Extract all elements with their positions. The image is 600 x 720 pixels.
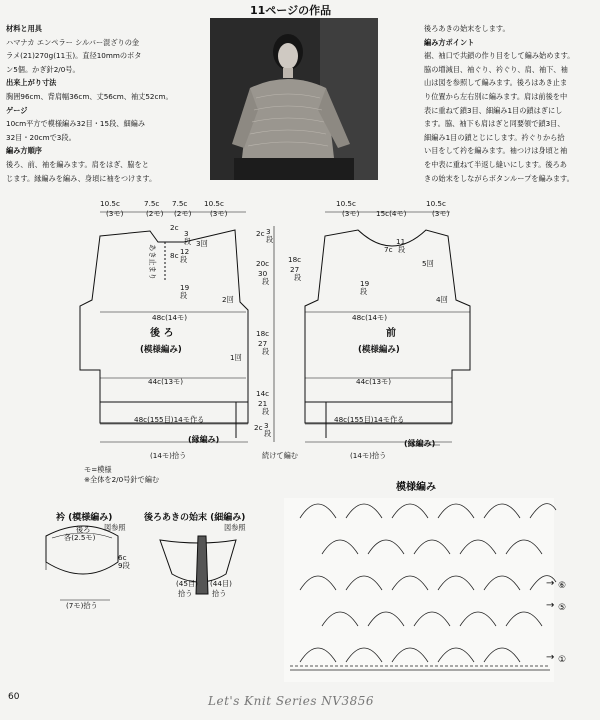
points-line: い目をして衿を編みます。袖つけは身頃と袖 bbox=[424, 146, 568, 156]
back-top-width: (3モ) bbox=[106, 209, 124, 218]
front-waist-measure: 44c(13モ) bbox=[356, 377, 392, 386]
back-side-label: 8c bbox=[170, 251, 179, 260]
front-side-label: 11 bbox=[396, 237, 406, 246]
points-line: 表に重ねて鎖3目、細編み1目の鎖はぎにし bbox=[424, 105, 563, 115]
row-marker: ① bbox=[558, 655, 567, 665]
center-measure: 27 bbox=[258, 339, 268, 348]
back-top-width: (2モ) bbox=[146, 209, 164, 218]
center-measure: 18c bbox=[288, 255, 302, 264]
front-title: 前 bbox=[386, 328, 396, 339]
pattern-diagram bbox=[0, 190, 600, 690]
front-edge-label: (縁編み) bbox=[404, 439, 436, 448]
back-top-width: (3モ) bbox=[210, 209, 228, 218]
instructions-column bbox=[424, 22, 596, 185]
gauge-line: 32目・20cmで3段。 bbox=[6, 132, 76, 142]
center-measure: 18c bbox=[256, 329, 270, 338]
row-arrow: → bbox=[546, 578, 555, 589]
materials-column bbox=[6, 22, 196, 185]
materials-heading: 材料と用具 bbox=[6, 24, 42, 33]
front-side-label: 4回 bbox=[436, 295, 448, 304]
front-top-width: (3モ) bbox=[342, 209, 360, 218]
finish-label: 拾う bbox=[212, 589, 227, 598]
size-heading: 出来上がり寸法 bbox=[6, 78, 57, 88]
collar-label: 6c bbox=[118, 553, 127, 562]
back-side-label: 3 bbox=[184, 229, 189, 238]
intro-line: 後ろあきの始末をします。 bbox=[424, 24, 510, 33]
back-side-label: 段 bbox=[180, 255, 188, 264]
center-measure: 段 bbox=[294, 273, 302, 282]
points-line: ます。脇、袖下も肩はぎと同要領で鎖3目、 bbox=[424, 119, 565, 129]
center-measure: 段 bbox=[266, 235, 274, 244]
stitch-pattern-chart bbox=[284, 498, 556, 682]
front-chest-measure: 48c(14モ) bbox=[352, 313, 388, 322]
row-marker: ⑤ bbox=[558, 603, 567, 613]
materials-line: ハマナカ エンペラー シルバー混ざりの金 bbox=[6, 37, 140, 47]
back-top-width: 7.5c bbox=[144, 199, 160, 208]
order-line: 後ろ、前、袖を編みます。肩をはぎ、脇をと bbox=[6, 159, 149, 169]
finish-label: (44目) bbox=[210, 579, 232, 588]
front-top-width: 10.5c bbox=[426, 199, 446, 208]
back-side-label: 1回 bbox=[230, 353, 242, 362]
back-piece-outline bbox=[80, 230, 248, 423]
center-measure: 段 bbox=[264, 429, 272, 438]
row-marker: ⑥ bbox=[558, 581, 567, 591]
front-top-width: (3モ) bbox=[432, 209, 450, 218]
center-measure: 2c bbox=[254, 423, 263, 432]
back-title: 後 ろ bbox=[150, 328, 174, 339]
finish-label: (45目) bbox=[176, 579, 198, 588]
materials-line: ラメ(21)270g(11玉)。直径10mmのボタ bbox=[6, 51, 142, 61]
back-top-width: (2モ) bbox=[174, 209, 192, 218]
size-line: 胸囲96cm、背肩幅36cm、丈56cm、袖丈52cm。 bbox=[6, 91, 173, 101]
back-opening-label: あき止まり bbox=[148, 244, 157, 280]
front-side-label: 19 bbox=[360, 279, 370, 288]
page-number: 60 bbox=[8, 692, 20, 702]
materials-line: ン5個。かぎ針2/0号。 bbox=[6, 64, 80, 74]
points-line: きの始末をしながらボタンループを編みます。 bbox=[424, 173, 574, 183]
finish-label: 拾う bbox=[178, 589, 193, 598]
center-measure: 段 bbox=[262, 407, 270, 416]
back-side-label: 12 bbox=[180, 247, 190, 256]
points-line: を中表に重ねて半返し縫いにします。後ろあ bbox=[424, 159, 567, 169]
center-measure: 21 bbox=[258, 399, 268, 408]
back-top-width: 10.5c bbox=[204, 199, 224, 208]
collar-back-label: 後ろ bbox=[76, 525, 91, 534]
points-line: 山は図を参照して編みます。後ろはあき止ま bbox=[424, 78, 568, 88]
back-side-label: 段 bbox=[184, 237, 192, 246]
center-measure: 3 bbox=[264, 421, 269, 430]
back-waist-measure: 44c(13モ) bbox=[148, 377, 184, 386]
order-heading: 編み方順序 bbox=[6, 146, 42, 156]
points-heading: 編み方ポイント bbox=[424, 37, 475, 47]
points-line: 裾、袖口で共鎖の作り目をして編み始めます。 bbox=[424, 51, 575, 61]
front-hem-measure: 48c(155目)14モ作る bbox=[334, 415, 405, 424]
center-measure: 段 bbox=[262, 347, 270, 356]
front-top-width: 10.5c bbox=[336, 199, 356, 208]
collar-title: 衿 (模様編み) bbox=[56, 513, 113, 523]
row-arrow: → bbox=[546, 652, 555, 663]
back-bottom-label: (14モ)拾う bbox=[150, 451, 187, 460]
back-subtitle: (模様編み) bbox=[140, 345, 182, 355]
finish-ref: 図参照 bbox=[224, 523, 246, 532]
center-measure: 20c bbox=[256, 259, 270, 268]
back-side-label: 19 bbox=[180, 283, 190, 292]
back-side-label: 2回 bbox=[222, 295, 234, 304]
front-top-width: 15c(4モ) bbox=[376, 209, 407, 218]
collar-label: 各(2.5モ) bbox=[64, 533, 96, 542]
back-chest-measure: 48c(14モ) bbox=[152, 313, 188, 322]
legend-line: モ=模様 bbox=[84, 465, 112, 474]
gauge-heading: ゲージ bbox=[6, 105, 28, 115]
collar-label: (7モ)拾う bbox=[66, 601, 98, 610]
front-side-label: 段 bbox=[398, 245, 406, 254]
front-subtitle: (模様編み) bbox=[358, 345, 400, 355]
back-side-label: 3回 bbox=[196, 239, 208, 248]
center-measure: 段 bbox=[262, 277, 270, 286]
center-measure: 3 bbox=[266, 227, 271, 236]
points-line: 脇の増減目、袖ぐり、衿ぐり、肩、袖下、袖 bbox=[424, 64, 568, 74]
pattern-title: 模様編み bbox=[396, 482, 436, 493]
finish-title: 後ろあきの始末 (細編み) bbox=[144, 513, 246, 523]
back-top-width: 7.5c bbox=[172, 199, 188, 208]
center-measure: 30 bbox=[258, 269, 268, 278]
points-line: り位置から左右別に編みます。肩は前後を中 bbox=[424, 91, 568, 101]
front-side-label: 段 bbox=[360, 287, 368, 296]
front-piece-outline bbox=[305, 230, 470, 423]
front-bottom-label: (14モ)拾う bbox=[350, 451, 387, 460]
order-line: じます。縁編みを編み、身頃に袖をつけます。 bbox=[6, 173, 157, 183]
page-title: 11ページの作品 bbox=[250, 4, 332, 17]
center-measure: 2c bbox=[256, 229, 265, 238]
row-arrow: → bbox=[546, 600, 555, 611]
points-line: 細編み1目の鎖とじにします。衿ぐりから拾 bbox=[424, 132, 565, 142]
collar-label: 9段 bbox=[118, 561, 130, 570]
model-photo-illustration bbox=[210, 18, 378, 180]
front-side-label: 7c bbox=[384, 245, 393, 254]
center-measure: 14c bbox=[256, 389, 270, 398]
back-top-width: 10.5c bbox=[100, 199, 120, 208]
legend-line: ※全体を2/0号針で編む bbox=[84, 475, 160, 484]
front-side-label: 5回 bbox=[422, 259, 434, 268]
continue-label: 続けて編む bbox=[262, 451, 298, 460]
back-side-label: 段 bbox=[180, 291, 188, 300]
back-side-label: 2c bbox=[170, 223, 179, 232]
gauge-line: 10cm平方で模様編み32目・15段、細編み bbox=[6, 119, 146, 129]
back-hem-measure: 48c(155目)14モ作る bbox=[134, 415, 205, 424]
series-title: Let's Knit Series NV3856 bbox=[208, 694, 375, 708]
model-photo bbox=[210, 18, 378, 180]
collar-ref: 図参照 bbox=[104, 523, 126, 532]
back-edge-label: (縁編み) bbox=[188, 435, 220, 444]
center-measure: 27 bbox=[290, 265, 300, 274]
